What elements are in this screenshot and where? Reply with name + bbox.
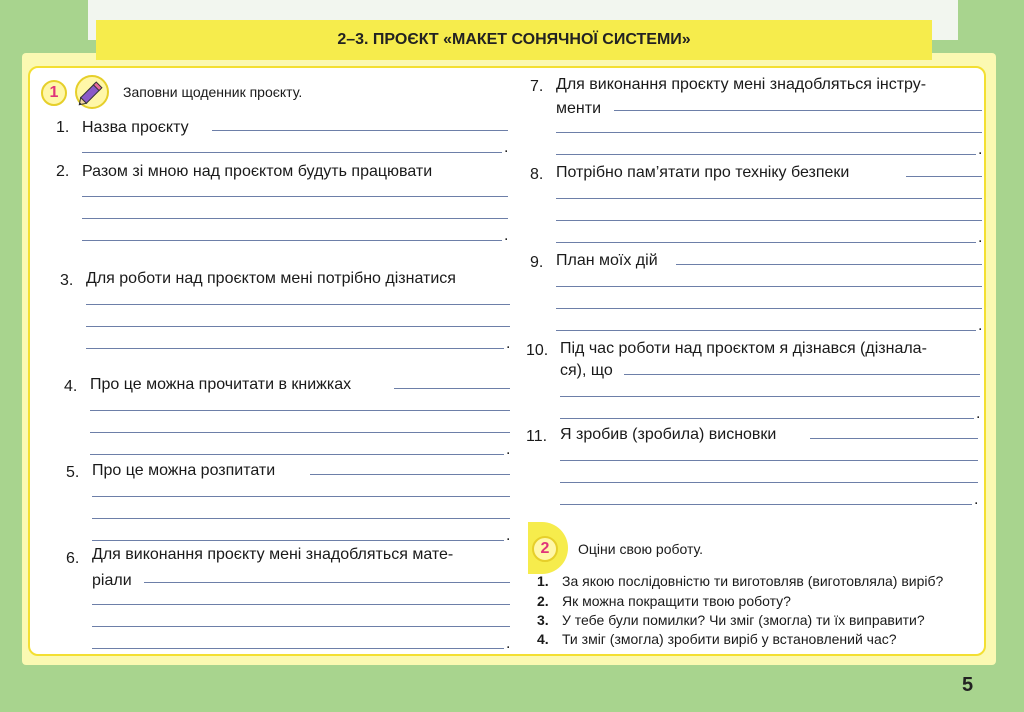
item-10-line[interactable] — [560, 418, 974, 419]
item-4-line[interactable] — [90, 432, 510, 433]
question-1-text: За якою послідовністю ти виготовляв (виготовляла) виріб? — [562, 573, 944, 589]
line-end-period: . — [978, 141, 983, 158]
item-2-line[interactable] — [82, 218, 508, 219]
item-10-text: Під час роботи над проєктом я дізнався (дізнала- — [560, 340, 927, 357]
item-6-line[interactable] — [92, 648, 504, 649]
line-end-period: . — [506, 441, 511, 458]
item-1-number: 1. — [56, 119, 70, 136]
item-9-line[interactable] — [676, 264, 982, 265]
question-1-number: 1. — [537, 573, 549, 589]
item-6-text: Для виконання проєкту мені знадобляться мате- — [92, 546, 454, 563]
item-7-text-cont: менти — [556, 100, 601, 117]
task-2-badge: 2 — [532, 536, 558, 562]
item-6-number: 6. — [66, 550, 80, 567]
item-1-line[interactable] — [82, 152, 502, 153]
line-end-period: . — [504, 139, 509, 156]
item-9-line[interactable] — [556, 308, 982, 309]
item-7-line[interactable] — [556, 154, 976, 155]
question-3-text: У тебе були помилки? Чи зміг (змогла) ти їх виправити? — [562, 612, 925, 628]
item-8-line[interactable] — [556, 220, 982, 221]
item-11-text: Я зробив (зробила) висновки — [560, 426, 777, 443]
item-3-line[interactable] — [86, 348, 504, 349]
line-end-period: . — [978, 229, 983, 246]
task-1-instruction: Заповни щоденник проєкту. — [123, 84, 303, 100]
item-1-line[interactable] — [212, 130, 508, 131]
item-7-text: Для виконання проєкту мені знадобляться інстру- — [556, 76, 927, 93]
pencil-icon — [72, 72, 112, 112]
item-10-line[interactable] — [560, 396, 980, 397]
line-end-period: . — [976, 405, 981, 422]
item-4-line[interactable] — [90, 454, 504, 455]
item-3-line[interactable] — [86, 304, 510, 305]
item-5-line[interactable] — [92, 518, 510, 519]
question-4-text: Ти зміг (змогла) зробити виріб у встановлений час? — [562, 631, 897, 647]
item-4-line[interactable] — [394, 388, 510, 389]
task-2-instruction: Оціни свою роботу. — [578, 541, 704, 557]
item-8-line[interactable] — [556, 242, 976, 243]
item-9-number: 9. — [530, 254, 544, 271]
item-11-number: 11. — [526, 428, 548, 445]
line-end-period: . — [506, 335, 511, 352]
page-number: 5 — [962, 674, 974, 696]
question-2-text: Як можна покращити твою роботу? — [562, 593, 791, 609]
line-end-period: . — [506, 527, 511, 544]
item-2-line[interactable] — [82, 240, 502, 241]
item-8-line[interactable] — [556, 198, 982, 199]
item-4-number: 4. — [64, 378, 78, 395]
question-2-number: 2. — [537, 593, 549, 609]
question-4-number: 4. — [537, 631, 549, 647]
task-1-badge: 1 — [41, 80, 67, 106]
item-9-line[interactable] — [556, 286, 982, 287]
item-3-number: 3. — [60, 272, 74, 289]
item-5-line[interactable] — [92, 540, 504, 541]
item-1-text: Назва проєкту — [82, 119, 189, 136]
item-10-number: 10. — [526, 342, 549, 359]
item-6-line[interactable] — [144, 582, 510, 583]
line-end-period: . — [974, 491, 979, 508]
item-5-number: 5. — [66, 464, 80, 481]
item-5-line[interactable] — [92, 496, 510, 497]
item-2-line[interactable] — [82, 196, 508, 197]
item-7-number: 7. — [530, 78, 544, 95]
item-8-line[interactable] — [906, 176, 982, 177]
item-8-number: 8. — [530, 166, 544, 183]
item-5-text: Про це можна розпитати — [92, 462, 276, 479]
line-end-period: . — [506, 635, 511, 652]
item-3-text: Для роботи над проєктом мені потрібно дізнатися — [86, 270, 456, 287]
item-4-text: Про це можна прочитати в книжках — [90, 376, 352, 393]
item-6-line[interactable] — [92, 626, 510, 627]
item-6-line[interactable] — [92, 604, 510, 605]
item-2-number: 2. — [56, 163, 70, 180]
item-7-line[interactable] — [556, 132, 982, 133]
item-11-line[interactable] — [560, 460, 978, 461]
item-7-line[interactable] — [614, 110, 982, 111]
item-3-line[interactable] — [86, 326, 510, 327]
item-11-line[interactable] — [560, 504, 972, 505]
question-3-number: 3. — [537, 612, 549, 628]
page-title: 2–3. ПРОЄКТ «МАКЕТ СОНЯЧНОЇ СИСТЕМИ» — [96, 20, 932, 60]
item-10-line[interactable] — [624, 374, 980, 375]
item-9-line[interactable] — [556, 330, 976, 331]
item-11-line[interactable] — [810, 438, 978, 439]
item-4-line[interactable] — [90, 410, 510, 411]
item-2-text: Разом зі мною над проєктом будуть працювати — [82, 163, 433, 180]
item-6-text-cont: ріали — [92, 572, 132, 589]
line-end-period: . — [504, 227, 509, 244]
item-8-text: Потрібно пам’ятати про техніку безпеки — [556, 164, 850, 181]
item-11-line[interactable] — [560, 482, 978, 483]
item-5-line[interactable] — [310, 474, 510, 475]
item-9-text: План моїх дій — [556, 252, 658, 269]
line-end-period: . — [978, 317, 983, 334]
item-10-text-cont: ся), що — [560, 362, 613, 379]
